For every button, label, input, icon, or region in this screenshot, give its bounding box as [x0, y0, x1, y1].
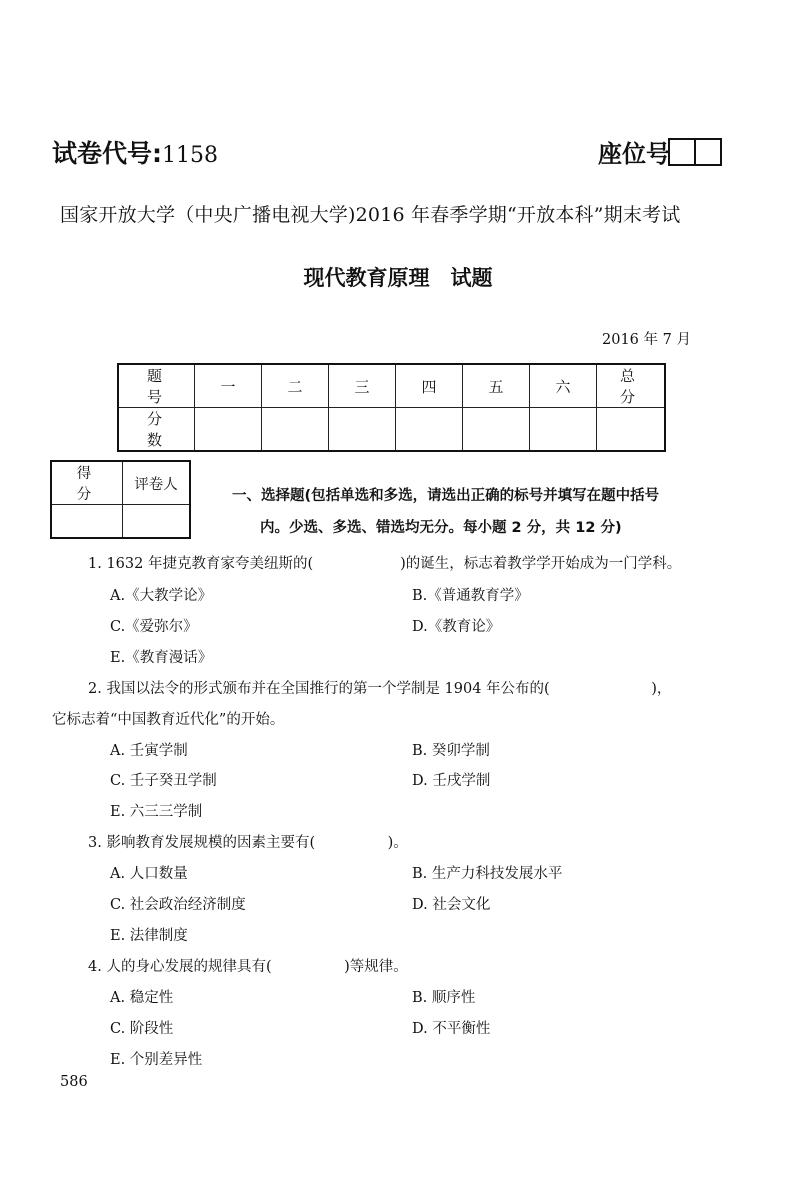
score-entry-cell[interactable]: [463, 408, 530, 452]
option-b: B. 癸卯学制: [412, 743, 490, 759]
score-table: [117, 363, 671, 452]
option-a: A. 稳定性: [110, 990, 174, 1006]
seat-number-label: 座位号: [598, 140, 670, 168]
score-table-row-label: 分 数: [118, 408, 195, 452]
option-c: C. 阶段性: [110, 1021, 174, 1037]
option-c: C. 壬子癸丑学制: [110, 773, 217, 789]
score-table-cell: 总 分: [597, 364, 666, 408]
score-table-cell: 一: [195, 364, 262, 408]
section-instruction-line2: 内。少选、多选、错选均无分。每小题 2 分，共 12 分): [260, 520, 622, 536]
score-table-cell: 题 号: [118, 364, 195, 408]
score-table-cell: 五: [463, 364, 530, 408]
exam-title: 国家开放大学（中央广播电视大学)2016 年春季学期“开放本科”期末考试: [60, 204, 681, 226]
option-b: B.《普通教育学》: [412, 588, 529, 604]
score-entry-cell[interactable]: [262, 408, 329, 452]
subject-title: 现代教育原理 试题: [303, 266, 493, 290]
seat-box-1[interactable]: [668, 138, 696, 166]
exam-date: 2016 年 7 月: [602, 332, 691, 348]
option-a: A. 壬寅学制: [110, 743, 188, 759]
option-e: E. 法律制度: [110, 928, 188, 944]
exam-code-number: 1158: [162, 143, 218, 168]
exam-code: [52, 134, 218, 170]
grader-table: [50, 460, 191, 539]
section-instruction-line1: 一、选择题(包括单选和多选，请选出正确的标号并填写在题中括号: [232, 488, 660, 504]
option-d: D. 社会文化: [412, 897, 491, 913]
score-table-cell: 六: [530, 364, 597, 408]
score-entry-cell[interactable]: [329, 408, 396, 452]
option-b: B. 生产力科技发展水平: [412, 866, 563, 882]
grader-score-cell[interactable]: [51, 505, 123, 539]
option-d: D. 壬戌学制: [412, 773, 491, 789]
exam-code-label: 试卷代号:: [52, 139, 162, 168]
option-c: C.《爱弥尔》: [110, 619, 198, 635]
question-stem: 4. 人的身心发展的规律具有( )等规律。: [88, 959, 408, 975]
option-e: E.《教育漫话》: [110, 650, 213, 666]
score-entry-cell[interactable]: [597, 408, 666, 452]
option-e: E. 个别差异性: [110, 1052, 203, 1068]
score-table-cell: 三: [329, 364, 396, 408]
score-entry-cell[interactable]: [396, 408, 463, 452]
option-c: C. 社会政治经济制度: [110, 897, 246, 913]
page-number: 586: [60, 1074, 88, 1090]
score-table-cell: 四: [396, 364, 463, 408]
question-stem: 2. 我国以法令的形式颁布并在全国推行的第一个学制是 1904 年公布的( )，: [88, 681, 672, 697]
option-a: A.《大教学论》: [110, 588, 213, 604]
grader-name-cell[interactable]: [123, 505, 191, 539]
score-table-cell: 二: [262, 364, 329, 408]
option-b: B. 顺序性: [412, 990, 476, 1006]
score-table-header-row: [118, 364, 665, 408]
option-d: D.《教育论》: [412, 619, 501, 635]
question-stem: 1. 1632 年捷克教育家夸美纽斯的( )的诞生，标志着教学学开始成为一门学科。: [88, 556, 682, 572]
score-entry-cell[interactable]: [195, 408, 262, 452]
score-entry-cell[interactable]: [530, 408, 597, 452]
option-e: E. 六三三学制: [110, 804, 203, 820]
score-table-score-row: [118, 408, 665, 452]
seat-box-2[interactable]: [694, 138, 722, 166]
grader-name-label: 评卷人: [123, 461, 191, 505]
option-a: A. 人口数量: [110, 866, 188, 882]
seat-number: [598, 134, 722, 169]
option-d: D. 不平衡性: [412, 1021, 491, 1037]
grader-score-label: 得 分: [51, 461, 123, 505]
question-stem-continued: 它标志着“中国教育近代化”的开始。: [52, 712, 285, 728]
question-stem: 3. 影响教育发展规模的因素主要有( )。: [88, 835, 408, 851]
